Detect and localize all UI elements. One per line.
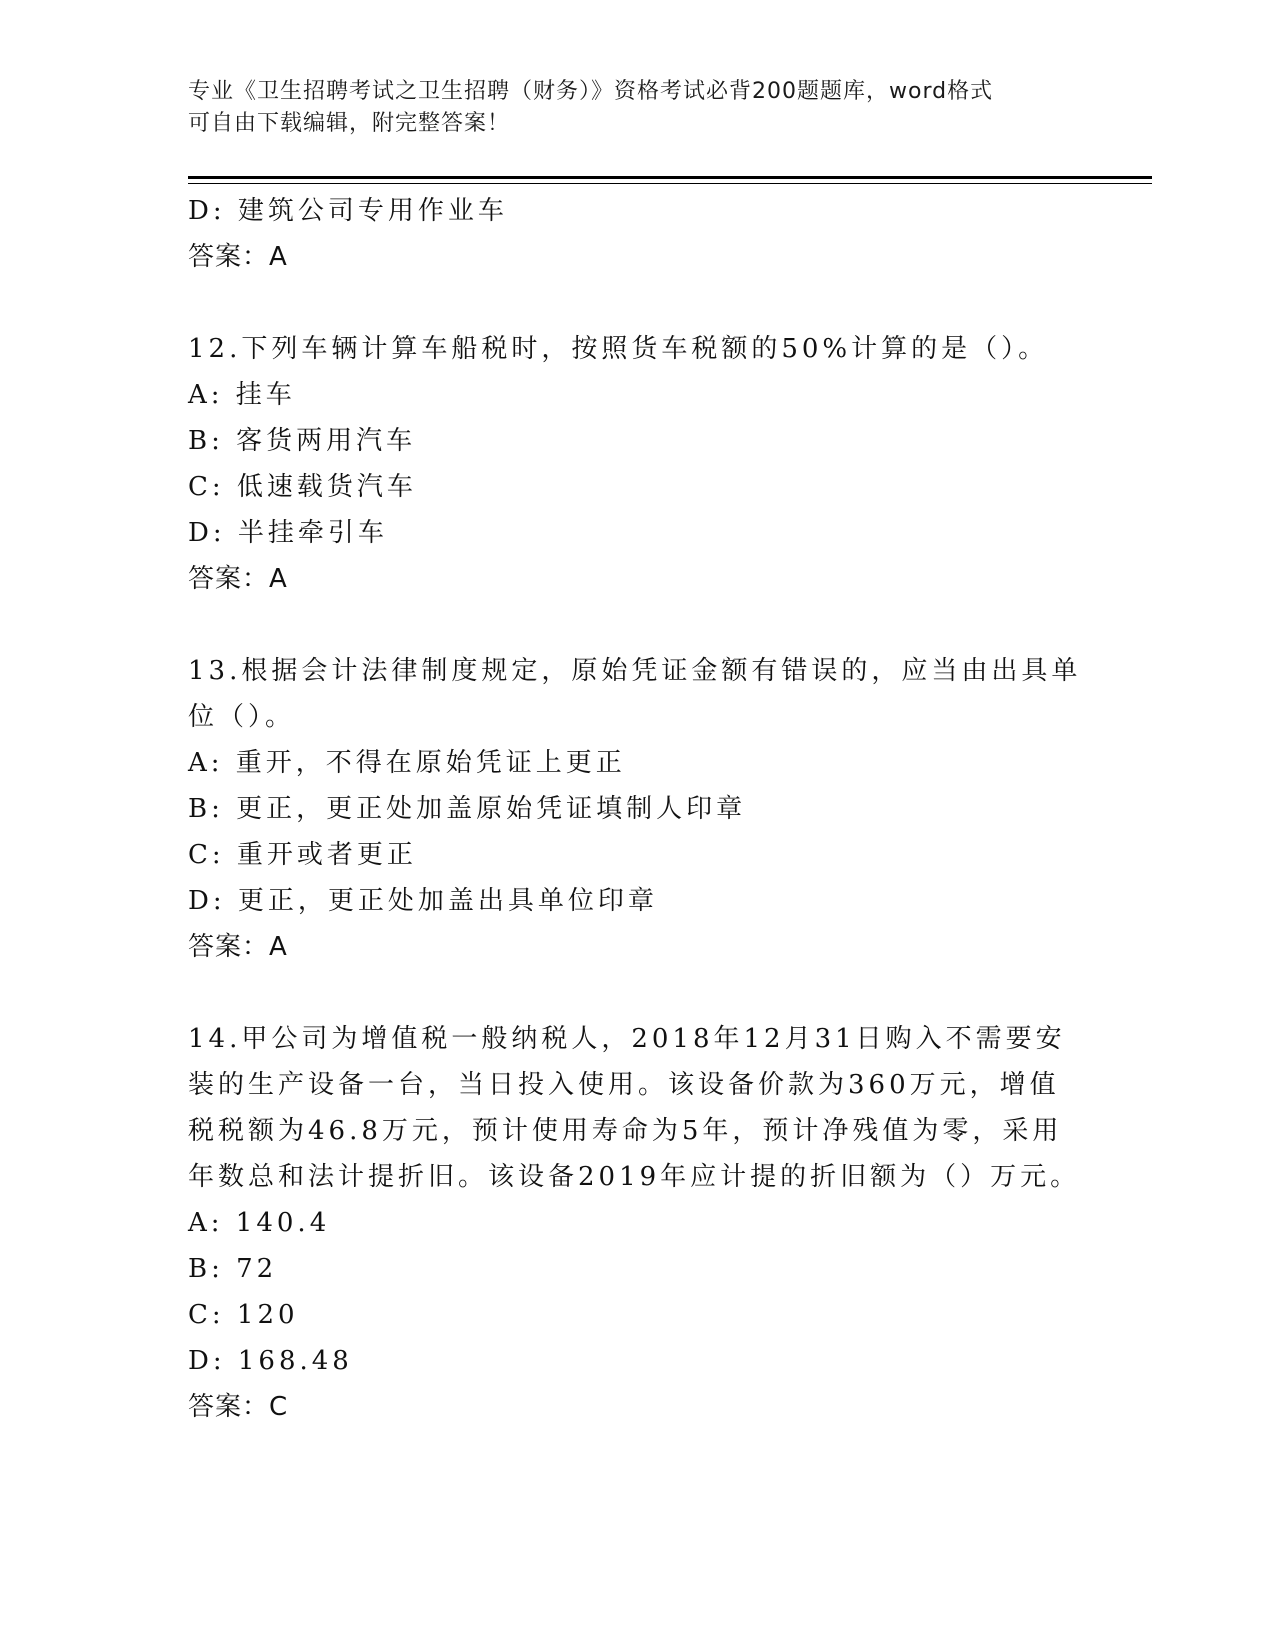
- q12-option-c: C: 低速载货汽车: [188, 472, 417, 502]
- q14-answer: 答案：C: [188, 1392, 289, 1422]
- document-header: [188, 76, 1088, 140]
- header-line-1: 专业《卫生招聘考试之卫生招聘（财务）》资格考试必背200题题库，word格式: [188, 79, 994, 104]
- q13-answer: 答案：A: [188, 932, 288, 962]
- q11-answer: 答案：A: [188, 242, 288, 272]
- spacer: [188, 280, 1088, 326]
- q14-option-a: A: 140.4: [188, 1208, 331, 1238]
- q13-stem: 13.根据会计法律制度规定，原始凭证金额有错误的，应当由出具单位（）。: [188, 656, 1082, 732]
- spacer: [188, 602, 1088, 648]
- q11-option-d: D: 建筑公司专用作业车: [188, 196, 508, 226]
- q12-answer: 答案：A: [188, 564, 288, 594]
- header-rule-thick: [188, 176, 1152, 179]
- q14-option-d: D: 168.48: [188, 1346, 353, 1376]
- q12-option-b: B: 客货两用汽车: [188, 426, 417, 456]
- q12-option-d: D: 半挂牵引车: [188, 518, 388, 548]
- q13-option-d: D: 更正，更正处加盖出具单位印章: [188, 886, 658, 916]
- q14-stem: 14.甲公司为增值税一般纳税人，2018年12月31日购入不需要安装的生产设备一台，当日投入使用。该设备价款为360万元，增值税税额为46.8万元，预计使用寿命为5年，预计净残值为零，采用年数总和法计提折旧。该设备2019年应计提的折旧额为（）万元。: [188, 1024, 1081, 1192]
- header-rule-thin: [188, 183, 1152, 184]
- q14-option-c: C: 120: [188, 1300, 299, 1330]
- q12-option-a: A: 挂车: [188, 380, 296, 410]
- q13-option-c: C: 重开或者更正: [188, 840, 417, 870]
- spacer: [188, 970, 1088, 1016]
- q13-option-a: A: 重开，不得在原始凭证上更正: [188, 748, 626, 778]
- question-11: [188, 188, 1088, 280]
- question-list: [188, 188, 1088, 1430]
- q12-stem: 12.下列车辆计算车船税时，按照货车税额的50%计算的是（）。: [188, 334, 1049, 364]
- question-13: [188, 648, 1088, 970]
- header-line-2: 可自由下载编辑，附完整答案！: [188, 111, 511, 136]
- question-12: [188, 326, 1088, 602]
- q13-option-b: B: 更正，更正处加盖原始凭证填制人印章: [188, 794, 747, 824]
- question-14: [188, 1016, 1088, 1430]
- q14-option-b: B: 72: [188, 1254, 278, 1284]
